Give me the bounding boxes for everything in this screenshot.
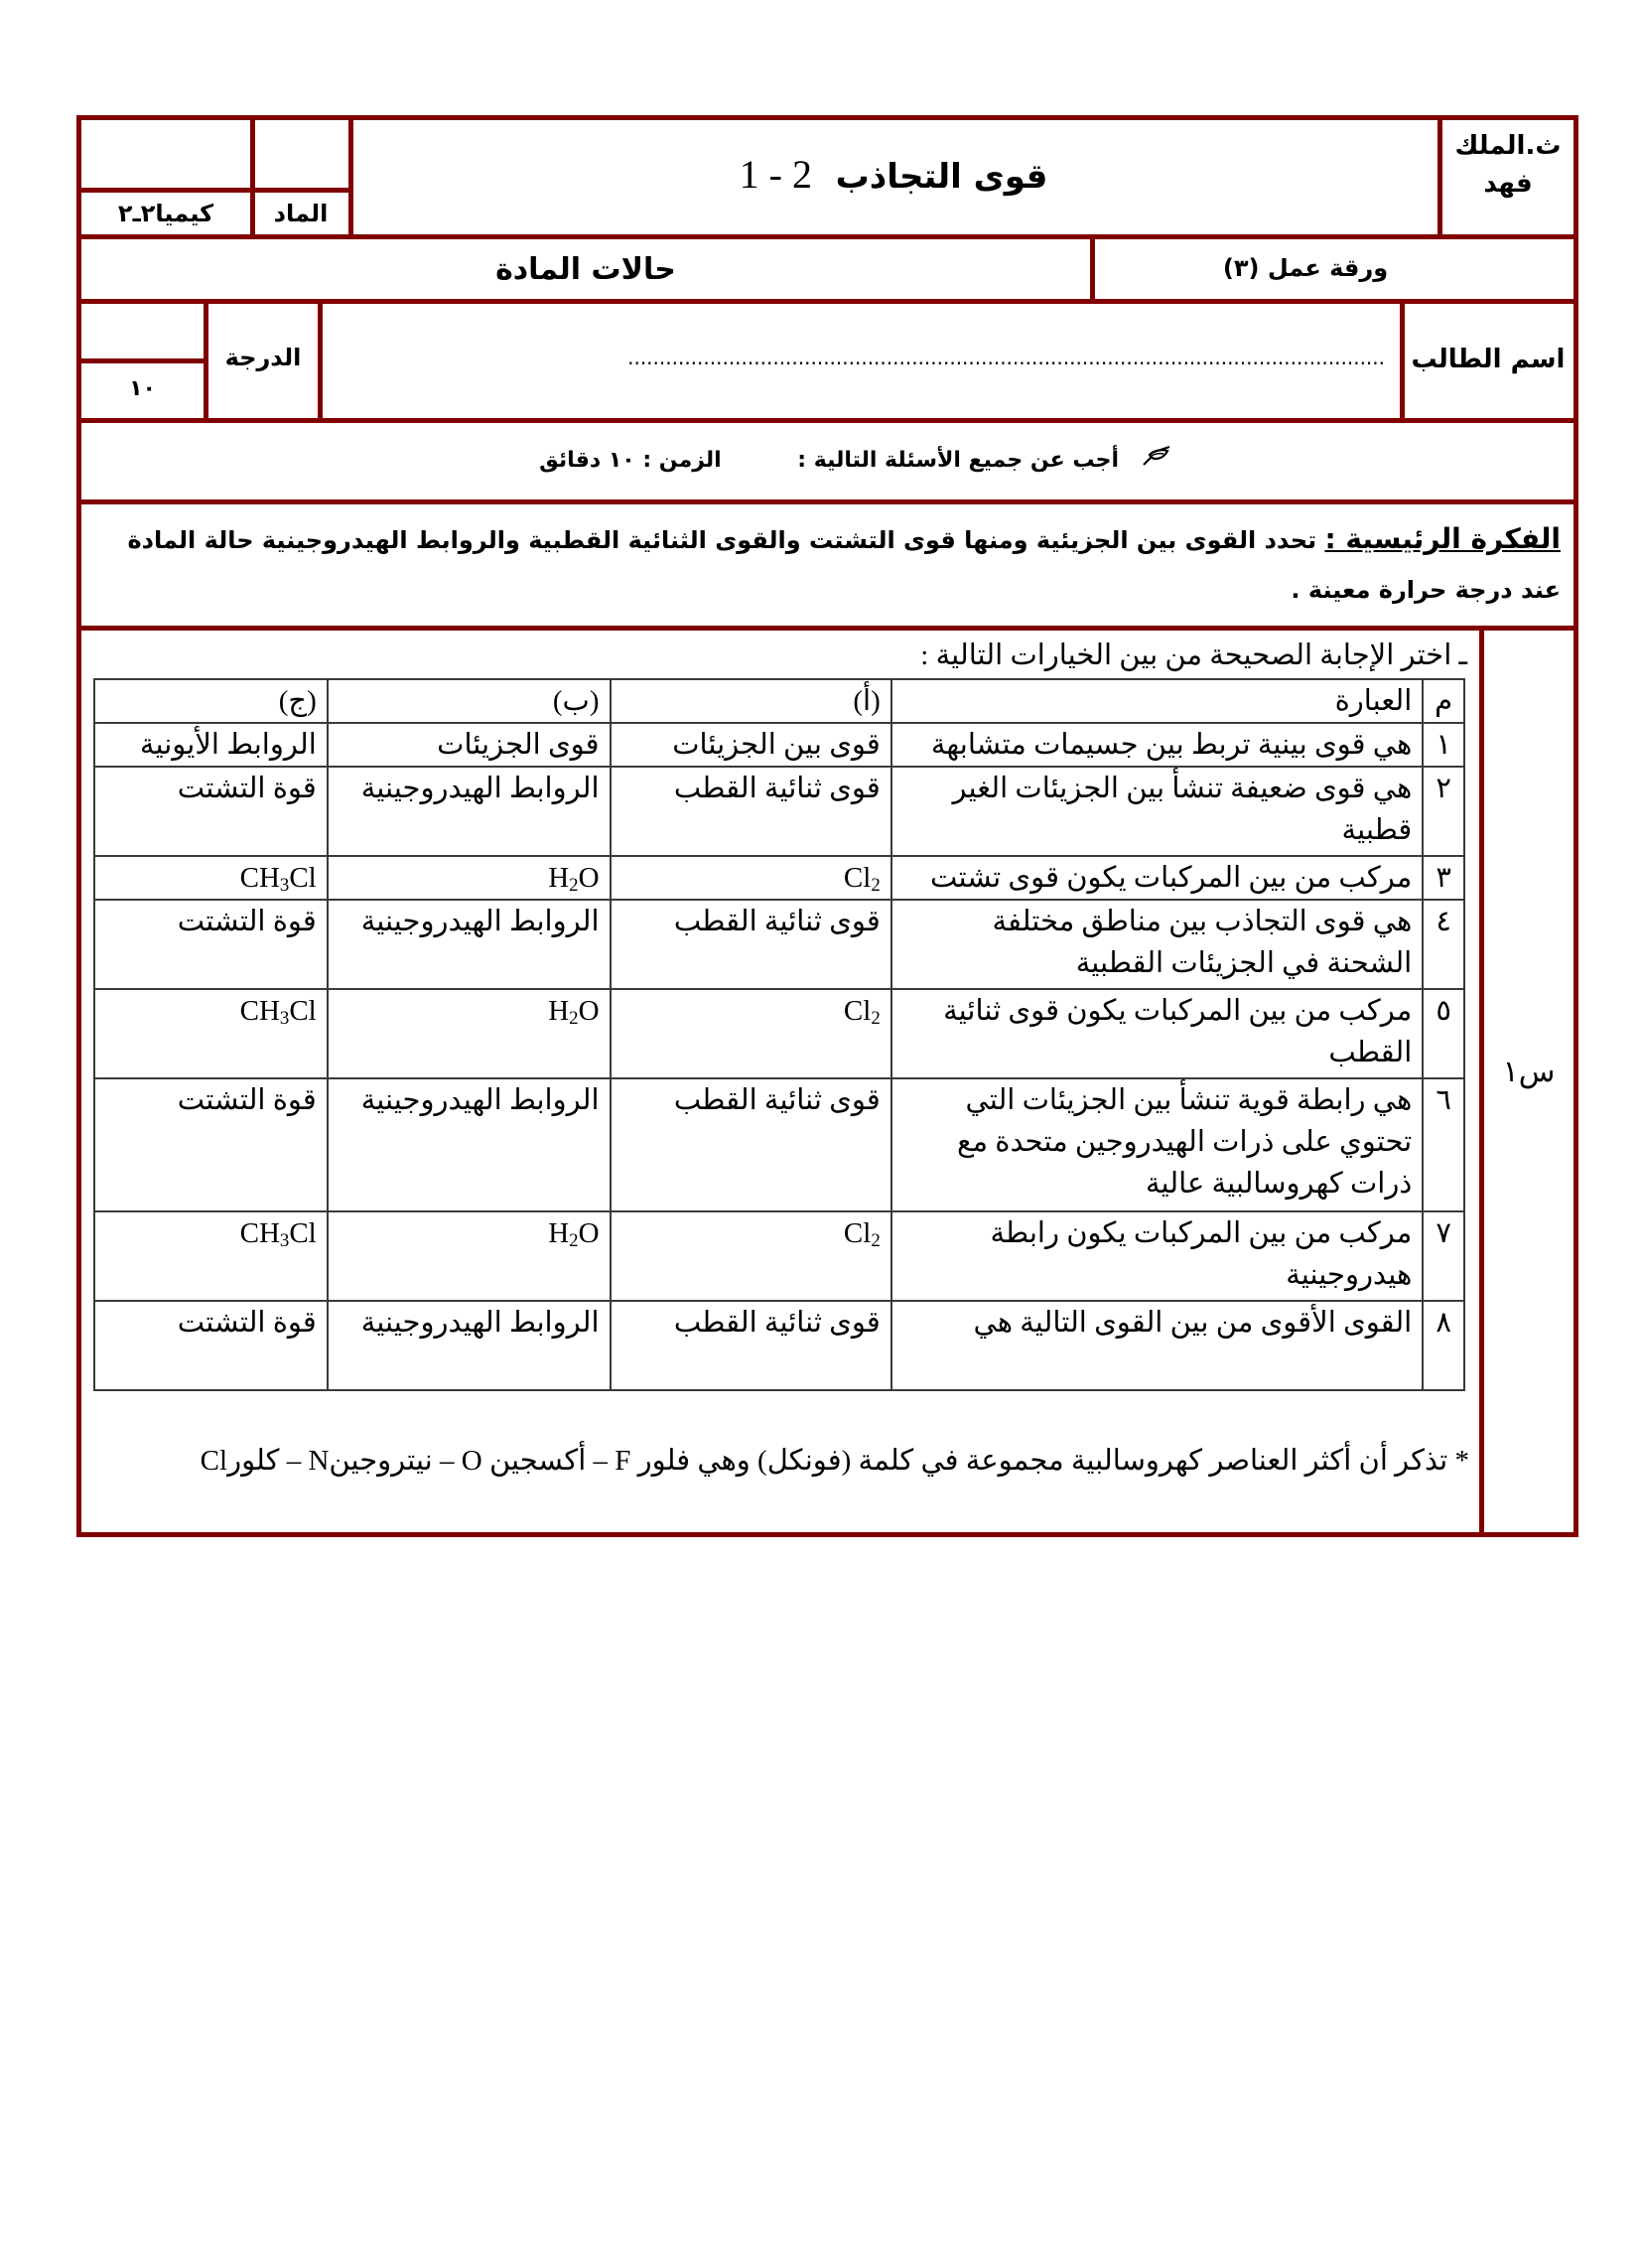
table-row: [94, 1078, 1464, 1211]
frame-line-row1-bottom: [76, 234, 1578, 239]
table-header-row: [94, 679, 1464, 723]
formula-cl2: $Cl_2$: [843, 862, 881, 896]
row-number: ١: [1423, 723, 1464, 767]
instructions-text: أجب عن جميع الأسئلة التالية :: [797, 448, 1120, 473]
option-b[interactable]: [328, 856, 611, 900]
row-number: ٨: [1423, 1301, 1464, 1390]
row-number: ٤: [1423, 900, 1464, 989]
row-statement: هي قوى ضعيفة تنشأ بين الجزيئات الغير قطبية: [891, 767, 1424, 856]
option-a[interactable]: [611, 1211, 891, 1301]
frame-line-row3-bottom: [76, 418, 1578, 423]
option-b[interactable]: الروابط الهيدروجينية: [328, 1301, 611, 1390]
mcq-table: [93, 678, 1465, 1391]
option-c[interactable]: قوة التشتت: [94, 1301, 328, 1390]
col-header-statement: العبارة: [891, 679, 1424, 723]
formula-ch3cl: $CH_3Cl$: [239, 1217, 317, 1251]
col-header-number: م: [1423, 679, 1464, 723]
row-statement: مركب من بين المركبات يكون قوى تشتت: [891, 856, 1424, 900]
table-row: [94, 723, 1464, 767]
option-a[interactable]: قوى ثنائية القطب: [611, 767, 891, 856]
writing-hand-icon: [1142, 441, 1171, 481]
main-idea-label: الفكرة الرئيسية :: [1324, 522, 1561, 555]
row-statement: هي رابطة قوية تنشأ بين الجزيئات التي تحتوي على ذرات الهيدروجين متحدة مع ذرات كهروسالبية عالية: [891, 1078, 1424, 1211]
option-a[interactable]: قوى بين الجزيئات: [611, 723, 891, 767]
option-b[interactable]: قوى الجزيئات: [328, 723, 611, 767]
table-row: [94, 856, 1464, 900]
option-a[interactable]: قوى ثنائية القطب: [611, 1078, 891, 1211]
option-c[interactable]: قوة التشتت: [94, 900, 328, 989]
option-a[interactable]: [611, 989, 891, 1078]
formula-h2o: $H_2O$: [548, 995, 600, 1029]
option-a[interactable]: قوى ثنائية القطب: [611, 1301, 891, 1390]
student-name-label: اسم الطالب: [1411, 345, 1566, 374]
option-c[interactable]: [94, 1211, 328, 1301]
frame-line-right: [1574, 115, 1578, 1537]
row-statement: مركب من بين المركبات يكون قوى ثنائية القطب: [891, 989, 1424, 1078]
col-header-a: (أ): [611, 679, 891, 723]
table-row: [94, 767, 1464, 856]
grade-value: ١٠: [129, 376, 156, 401]
main-idea-text: تحدد القوى بين الجزيئية ومنها قوى التشتت والقوى الثنائية القطبية والروابط الهيدروجينية حالة المادة عند درجة حرارة معينة .: [127, 526, 1561, 604]
frame-line-title-left: [348, 115, 353, 239]
option-b[interactable]: الروابط الهيدروجينية: [328, 900, 611, 989]
row-statement: القوى الأقوى من بين القوى التالية هي: [891, 1301, 1424, 1390]
option-b[interactable]: [328, 989, 611, 1078]
row-number: ٧: [1423, 1211, 1464, 1301]
subject-label: الماد: [273, 200, 329, 227]
col-header-b: (ب): [328, 679, 611, 723]
instructions: [477, 441, 1171, 481]
question-prompt: ـ اختر الإجابة الصحيحة من بين الخيارات التالية :: [920, 639, 1467, 671]
frame-line-school-col: [1437, 115, 1442, 239]
option-a[interactable]: قوى ثنائية القطب: [611, 900, 891, 989]
title-number: 2 - 1: [739, 152, 812, 197]
page-title: [536, 152, 1251, 197]
option-c[interactable]: قوة التشتت: [94, 767, 328, 856]
table-row: [94, 1301, 1464, 1390]
option-b[interactable]: [328, 1211, 611, 1301]
frame-line-worksheet-col: [1090, 234, 1095, 304]
frame-line-name-left: [318, 299, 323, 423]
table-row: [94, 1211, 1464, 1301]
row-statement: مركب من بين المركبات يكون رابطة هيدروجينية: [891, 1211, 1424, 1301]
frame-line-bottom: [76, 1532, 1578, 1537]
row-number: ٣: [1423, 856, 1464, 900]
student-name-field[interactable]: ........................................................................................................................: [627, 346, 1385, 369]
frame-line-row2-bottom: [76, 299, 1578, 304]
frame-line-subject-split: [76, 188, 350, 193]
title-text: قوى التجاذب: [835, 157, 1048, 197]
row-statement: هي قوى التجاذب بين مناطق مختلفة الشحنة في الجزيئات القطبية: [891, 900, 1424, 989]
option-c[interactable]: الروابط الأيونية: [94, 723, 328, 767]
col-header-c: (ج): [94, 679, 328, 723]
option-c[interactable]: قوة التشتت: [94, 1078, 328, 1211]
row-number: ٦: [1423, 1078, 1464, 1211]
grade-label: الدرجة: [224, 344, 302, 371]
option-c[interactable]: [94, 989, 328, 1078]
unit-title: حالات المادة: [495, 252, 676, 287]
frame-line-grade-split: [76, 358, 205, 363]
option-b[interactable]: الروابط الهيدروجينية: [328, 1078, 611, 1211]
question-number: س١: [1502, 1056, 1556, 1088]
formula-h2o: $H_2O$: [548, 862, 600, 896]
formula-h2o: $H_2O$: [548, 1217, 600, 1251]
row-number: ٥: [1423, 989, 1464, 1078]
row-number: ٢: [1423, 767, 1464, 856]
main-idea: [89, 514, 1561, 615]
formula-ch3cl: $CH_3Cl$: [239, 995, 317, 1029]
electronegativity-note: * تذكر أن أكثر العناصر كهروسالبية مجموعة في كلمة (فونكل) وهي فلور F – أكسجين O – نيتروجينN – كلورCl: [200, 1445, 1469, 1477]
time-limit: الزمن : ١٠ دقائق: [539, 448, 722, 473]
option-b[interactable]: الروابط الهيدروجينية: [328, 767, 611, 856]
frame-line-row5-bottom: [76, 626, 1578, 631]
school-name: ث.الملك فهد: [1454, 131, 1562, 199]
option-a[interactable]: [611, 856, 891, 900]
worksheet-number: ورقة عمل (٣): [1222, 254, 1389, 282]
row-statement: هي قوى بينية تربط بين جسيمات متشابهة: [891, 723, 1424, 767]
table-row: [94, 989, 1464, 1078]
frame-line-row4-bottom: [76, 499, 1578, 504]
table-row: [94, 900, 1464, 989]
option-c[interactable]: [94, 856, 328, 900]
formula-ch3cl: $CH_3Cl$: [239, 862, 317, 896]
subject-value: كيميا٢ـ٢: [117, 200, 214, 227]
formula-cl2: $Cl_2$: [843, 1217, 881, 1251]
frame-line-top: [76, 115, 1578, 120]
frame-line-left: [76, 115, 81, 1537]
formula-cl2: $Cl_2$: [843, 995, 881, 1029]
